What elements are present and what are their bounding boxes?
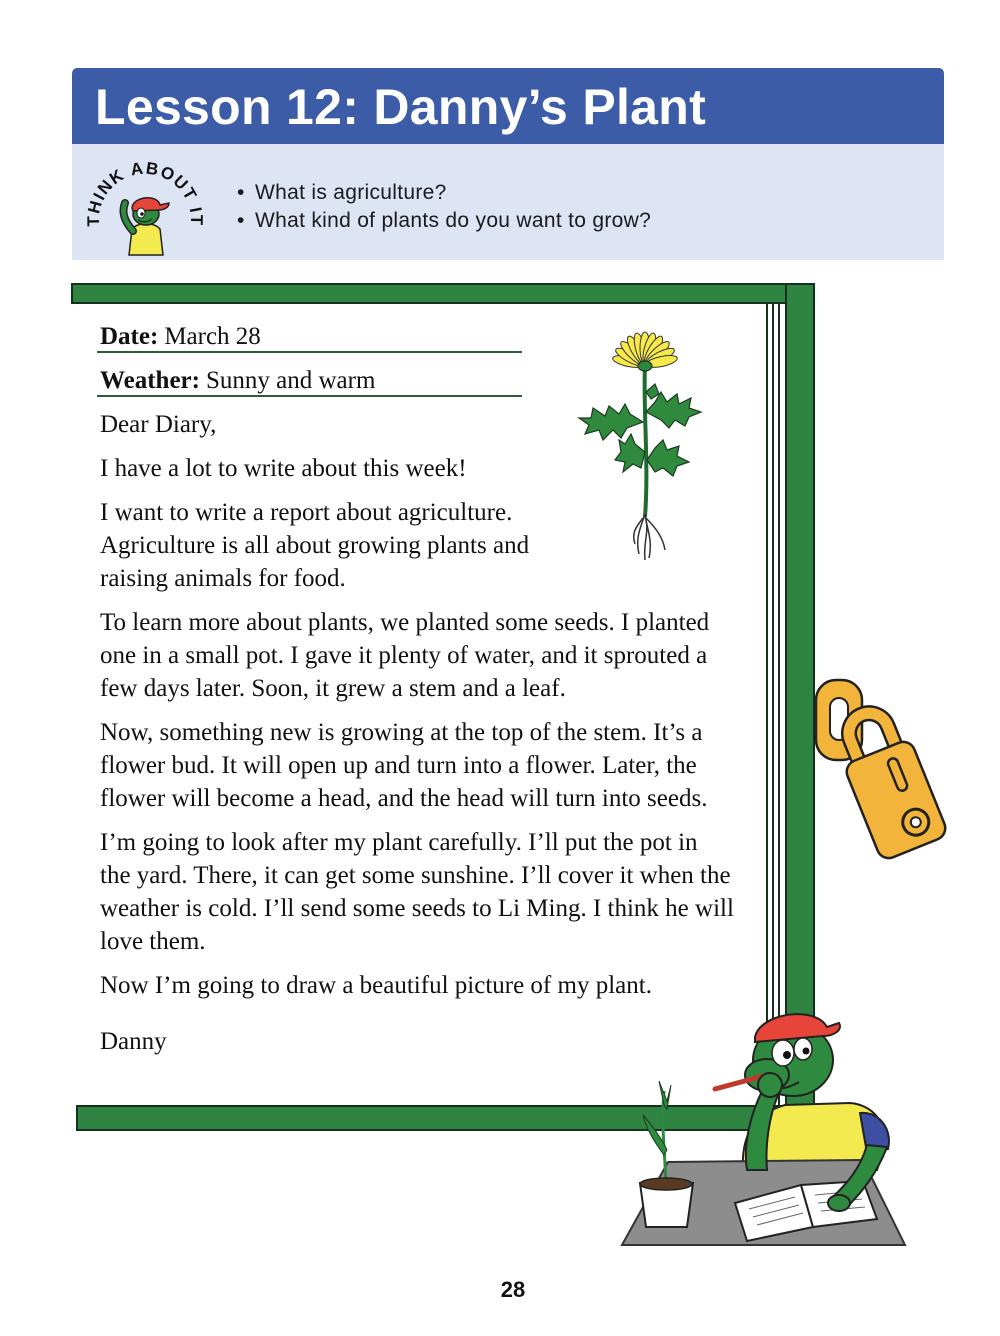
padlock-body bbox=[828, 701, 949, 861]
frame-top-bar bbox=[72, 284, 814, 303]
flower-roots bbox=[634, 514, 665, 560]
paragraph-line: the yard. There, it can get some sunshine. I’ll cover it when the bbox=[100, 862, 731, 889]
date-row bbox=[97, 320, 522, 353]
paragraph-line: Now, something new is growing at the top of the stem. It’s a bbox=[100, 719, 703, 746]
greeting-line: Dear Diary, bbox=[100, 411, 217, 438]
bullet: • bbox=[237, 181, 245, 204]
weather-value: Sunny and warm bbox=[205, 367, 376, 394]
flower-sepal bbox=[638, 361, 652, 371]
flower-illustration bbox=[575, 322, 705, 562]
mascot-left-hand bbox=[758, 1073, 782, 1097]
diary-signature: Danny bbox=[100, 1028, 167, 1055]
question-text: What is agriculture? bbox=[255, 181, 447, 204]
diary-paragraph bbox=[100, 969, 760, 1002]
paragraph-line: few days later. Soon, it grew a stem and a leaf. bbox=[100, 675, 566, 702]
frame-inner-edge-lines bbox=[767, 303, 779, 1106]
paragraph-line: flower bud. It will open up and turn into a flower. Later, the bbox=[100, 752, 697, 779]
mascot-right-hand bbox=[828, 1195, 850, 1211]
flower-leaves bbox=[579, 384, 701, 476]
diary-paragraph bbox=[100, 716, 760, 815]
lesson-title: Lesson 12: Danny’s Plant bbox=[95, 79, 707, 135]
mascot-cap bbox=[755, 1014, 840, 1042]
diary-paragraph bbox=[100, 606, 760, 705]
date-label: Date: bbox=[100, 323, 159, 350]
flower-stem bbox=[645, 364, 647, 517]
paragraph-line: I have a lot to write about this week! bbox=[100, 455, 467, 482]
paragraph-line: raising animals for food. bbox=[100, 565, 346, 592]
paragraph-line: one in a small pot. I gave it plenty of water, and it sprouted a bbox=[100, 642, 708, 669]
padlock-icon bbox=[810, 672, 950, 867]
page-number: 28 bbox=[500, 1277, 526, 1302]
weather-label: Weather: bbox=[100, 367, 200, 394]
paragraph-line: weather is cold. I’ll send some seeds to Li Ming. I think he will bbox=[100, 895, 734, 922]
date-value: March 28 bbox=[164, 323, 261, 350]
turtle-mascot-at-desk-icon bbox=[615, 1005, 935, 1250]
paragraph-line: I want to write a report about agriculture. bbox=[100, 499, 513, 526]
paragraph-line: Now I’m going to draw a beautiful picture of my plant. bbox=[100, 972, 652, 999]
mascot-eye bbox=[772, 1040, 794, 1066]
paragraph-line: I’m going to look after my plant carefully. I’ll put the pot in bbox=[100, 829, 698, 856]
mascot-eye bbox=[794, 1038, 812, 1060]
paragraph-line: Agriculture is all about growing plants and bbox=[100, 532, 530, 559]
badge-text: THINK ABOUT IT bbox=[83, 158, 207, 227]
paragraph-line: love them. bbox=[100, 928, 206, 955]
plant-pot bbox=[640, 1081, 693, 1227]
paragraph-line: flower will become a head, and the head will turn into seeds. bbox=[100, 785, 708, 812]
paragraph-line: To learn more about plants, we planted some seeds. I planted bbox=[100, 609, 710, 636]
weather-row bbox=[97, 364, 522, 397]
diary-paragraph bbox=[100, 826, 760, 958]
question-text: What kind of plants do you want to grow? bbox=[255, 209, 652, 232]
bullet: • bbox=[237, 209, 245, 232]
